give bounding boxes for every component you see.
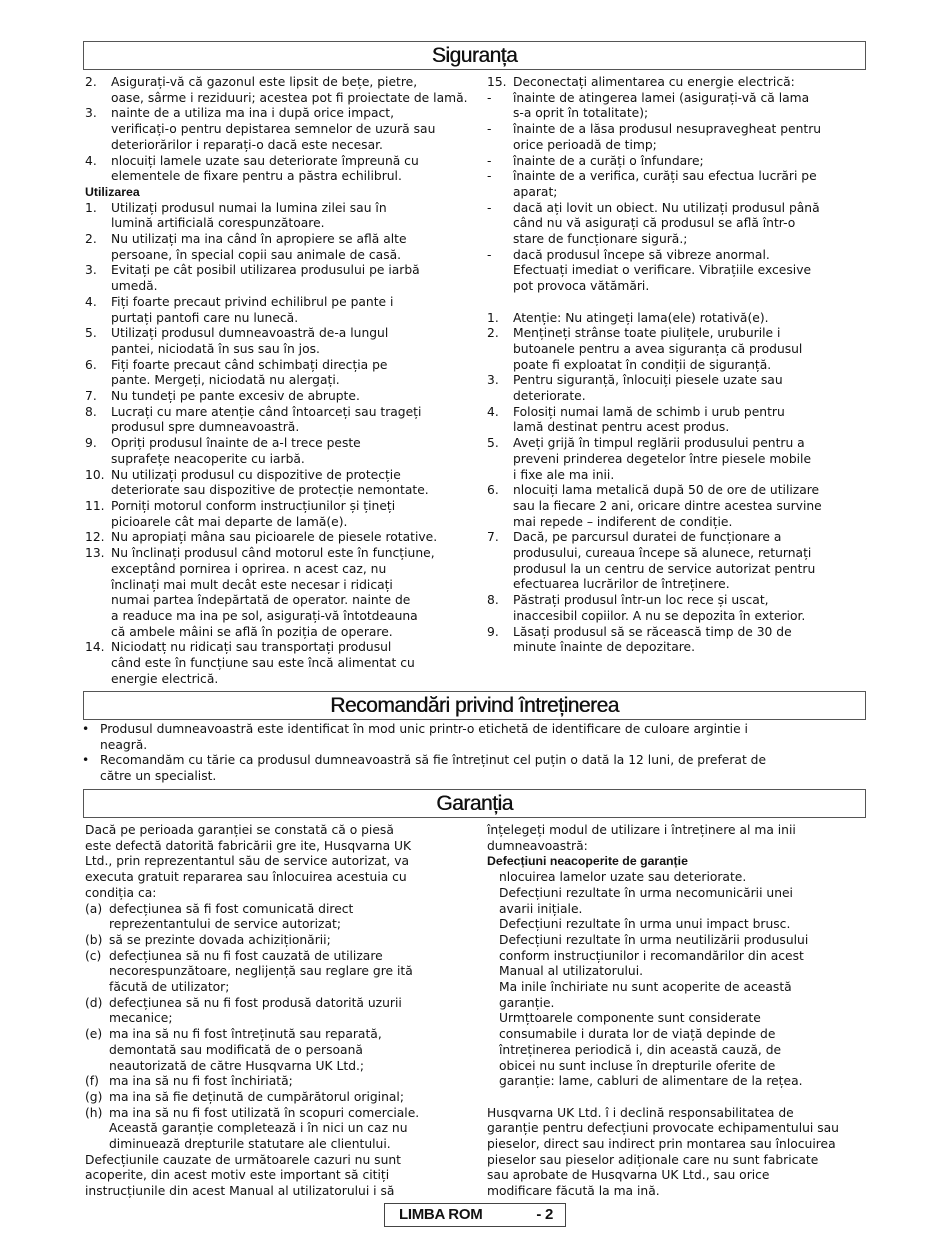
text-line: ma ina să nu fi fost utilizată în scopuri comerciale.	[109, 1105, 420, 1120]
text-line: dumneavoastră:	[487, 838, 588, 853]
text-line: a readuce ma ina pe sol, asigurați-vă întotdeauna	[111, 608, 418, 623]
item-number: 10.	[85, 467, 105, 482]
item-number: (f)	[85, 1074, 99, 1089]
text-line: Deconectați alimentarea cu energie electrică:	[513, 75, 795, 89]
text-line: înțelegeți modul de utilizare i întreținere al ma inii	[487, 823, 796, 837]
text-line: deteriorărilor i reparați-o dacă este necesar.	[111, 137, 383, 152]
item-number: 2.	[85, 75, 97, 89]
text-line: instrucțiunile din acest Manual al utilizatorului i să	[85, 1184, 395, 1199]
siguranta-right-column	[487, 75, 867, 656]
item-number: 8.	[85, 404, 97, 419]
text-line: înclinați mai mult decât este necesar i ridicați	[111, 577, 393, 592]
text-line: este defectă datorită fabricării gre ite, Husqvarna UK	[85, 838, 412, 853]
text-line: purtați pantofi care nu lunecă.	[111, 310, 299, 325]
text-line: Defecțiuni rezultate în urma neutilizării produsului	[499, 932, 809, 947]
list-item	[85, 1027, 465, 1074]
list-item	[487, 373, 867, 404]
bullet-item	[82, 753, 872, 784]
text-line: Defecțiuni rezultate în urma unui impact brusc.	[499, 917, 791, 932]
list-item	[487, 1011, 867, 1090]
list-item	[85, 823, 465, 902]
heading-siguranta: Siguranța	[83, 41, 866, 70]
text-line: pantei, niciodată în sus sau în jos.	[111, 341, 320, 356]
text-line: Pentru siguranță, înlocuiți piesele uzate sau	[513, 373, 783, 388]
item-number: -	[487, 200, 492, 215]
text-line: modificare făcută la ma ină.	[487, 1184, 660, 1199]
list-item	[487, 917, 867, 933]
list-item	[487, 75, 867, 91]
item-number: (g)	[85, 1089, 103, 1104]
text-line: sau la fiecare 2 ani, oricare dintre acestea survine	[513, 498, 822, 513]
text-line: pieselor, direct sau indirect prin montarea sau înlocuirea	[487, 1137, 836, 1152]
list-item	[85, 1106, 465, 1153]
text-line: s-a oprit în totalitate);	[513, 106, 649, 121]
text-line: Evitați pe cât posibil utilizarea produsului pe iarbă	[111, 263, 420, 278]
text-line: Această garanție completează i în nici un caz nu	[109, 1121, 408, 1136]
item-number: (e)	[85, 1027, 103, 1042]
item-number: 5.	[85, 326, 97, 341]
list-item	[487, 436, 867, 483]
item-number: 4.	[85, 294, 97, 309]
text-line: butoanele pentru a avea siguranța că produsul	[513, 341, 803, 356]
text-line: avarii inițiale.	[499, 901, 583, 916]
list-item	[487, 870, 867, 886]
text-line: Defecțiunile cauzate de următoarele cazuri nu sunt	[85, 1152, 401, 1167]
list-item	[85, 640, 465, 687]
text-line: nainte de a utiliza ma ina i după orice impact,	[111, 106, 395, 121]
list-item	[85, 201, 465, 232]
text-line: condiția ca:	[85, 885, 157, 900]
text-line: defecțiunea să nu fi fost produsă datorită uzurii	[109, 995, 402, 1010]
text-line: înainte de a lăsa produsul nesupravegheat pentru	[513, 122, 822, 137]
item-number: 2.	[85, 232, 97, 247]
text-line: produsului, cureaua începe să alunece, returnați	[513, 546, 812, 561]
text-line: sau aprobate de Husqvarna UK Ltd., sau orice	[487, 1168, 770, 1183]
text-line: înainte de a verifica, curăți sau efectua lucrări pe	[513, 169, 817, 184]
item-number: -	[487, 247, 492, 262]
item-number: 5.	[487, 436, 499, 451]
text-line: defecțiunea să fi fost comunicată direct	[109, 901, 354, 916]
text-line: nlocuirea lamelor uzate sau deteriorate.	[499, 870, 747, 885]
list-item	[487, 823, 867, 854]
text-line: către un specialist.	[100, 769, 217, 784]
text-line: verificați-o pentru depistarea semnelor de uzură sau	[111, 122, 436, 137]
text-line: preveni prinderea degetelor între piesele mobile	[513, 451, 812, 466]
text-line: Nu apropiați mâna sau picioarele de piesele rotative.	[111, 530, 438, 545]
list-item	[487, 154, 867, 170]
list-item	[487, 625, 867, 656]
item-number: -	[487, 90, 492, 105]
list-item	[85, 232, 465, 263]
item-number: (a)	[85, 901, 103, 916]
text-line: minute înainte de depozitare.	[513, 640, 695, 655]
list-item	[487, 311, 867, 327]
text-line: Husqvarna UK Ltd. î i declină responsabilitatea de	[487, 1105, 794, 1120]
text-line: Nu utilizați produsul cu dispozitive de protecție	[111, 467, 401, 482]
text-line: exceptând pornirea i oprirea. n acest caz, nu	[111, 561, 387, 576]
item-number: 2.	[487, 326, 499, 341]
list-item	[85, 530, 465, 546]
item-number: (b)	[85, 932, 103, 947]
text-line: neautorizată de către Husqvarna UK Ltd.;	[109, 1058, 365, 1073]
text-line: Recomandăm cu tărie ca produsul dumneavoastră să fie întreținut cel puțin o dată la 12 luni, de preferat de	[100, 753, 767, 768]
list-item	[85, 1153, 465, 1200]
bullet-icon: •	[82, 753, 90, 768]
text-line: Porniți motorul conform instrucțiunilor și țineți	[111, 498, 396, 513]
text-line: garanție pentru defecțiuni provocate echipamentului sau	[487, 1121, 839, 1136]
item-number: 3.	[487, 373, 499, 388]
text-line: umedă.	[111, 279, 158, 294]
text-line: Utilizați produsul dumneavoastră de-a lungul	[111, 326, 389, 341]
item-number: 9.	[487, 624, 499, 639]
list-item	[487, 1106, 867, 1200]
text-line: demontată sau modificată de o persoană	[109, 1042, 363, 1057]
list-item	[85, 949, 465, 996]
item-number: -	[487, 169, 492, 184]
text-line: Defecțiuni rezultate în urma necomunicării unei	[499, 885, 793, 900]
text-line: mai repede – indiferent de condiție.	[513, 514, 733, 529]
item-number: 6.	[487, 483, 499, 498]
list-item	[85, 902, 465, 933]
text-line: Lucrați cu mare atenție când întoarceți sau trageți	[111, 404, 422, 419]
text-line: Nu înclinați produsul când motorul este în funcțiune,	[111, 546, 435, 561]
recomandari-list	[82, 722, 872, 785]
list-item	[487, 326, 867, 373]
list-item	[487, 122, 867, 153]
list-item	[85, 263, 465, 294]
text-line: Fiți foarte precaut privind echilibrul pe pante i	[111, 294, 394, 309]
item-number: -	[487, 153, 492, 168]
text-line: ma ina să nu fi fost întreținută sau reparată,	[109, 1027, 382, 1042]
text-line: Urmțtoarele componente sunt considerate	[499, 1011, 761, 1026]
item-number: 4.	[487, 404, 499, 419]
list-item	[487, 248, 867, 295]
page-footer	[384, 1203, 566, 1227]
text-line: dacă produsul începe să vibreze anormal.	[513, 247, 770, 262]
list-item	[487, 933, 867, 980]
text-line: pante. Mergeți, niciodată nu alergați.	[111, 373, 340, 388]
list-item	[85, 1090, 465, 1106]
garantia-left-column	[85, 823, 465, 1200]
list-item	[487, 169, 867, 200]
text-line: oase, sârme i reziduuri; acestea pot fi proiectate de lamă.	[111, 90, 468, 105]
item-number: 12.	[85, 530, 105, 545]
list-item	[85, 996, 465, 1027]
text-line: i fixe ale ma inii.	[513, 467, 615, 482]
item-number: 14.	[85, 640, 105, 655]
text-line: stare de funcționare sigură.;	[513, 232, 688, 247]
list-item	[85, 358, 465, 389]
text-line: neagră.	[100, 737, 148, 752]
bullet-icon: •	[82, 722, 90, 736]
list-item	[487, 483, 867, 530]
text-line: Asigurați-vă că gazonul este lipsit de bețe, pietre,	[111, 75, 418, 89]
item-number: -	[487, 122, 492, 137]
list-item	[487, 405, 867, 436]
list-item	[85, 389, 465, 405]
text-line: diminuează drepturile statutare ale clientului.	[109, 1137, 391, 1152]
text-line: elementele de fixare pentru a păstra echilibrul.	[111, 169, 402, 184]
text-line: deteriorate sau dispozitive de protecție nemontate.	[111, 483, 429, 498]
text-line: deteriorate.	[513, 389, 586, 404]
list-item	[85, 933, 465, 949]
text-line: Nu utilizați ma ina când în apropiere se află alte	[111, 232, 407, 247]
text-line: Mențineți strânse toate piulițele, uruburile i	[513, 326, 781, 341]
text-line: obicei nu sunt incluse în drepturile oferite de	[499, 1058, 776, 1073]
list-item	[487, 530, 867, 593]
spacer	[487, 1090, 867, 1106]
spacer	[487, 295, 867, 311]
text-line: Manual al utilizatorului.	[499, 964, 644, 979]
text-line: ma ina să nu fi fost închiriată;	[109, 1074, 293, 1089]
text-line: Lăsați produsul să se răcească timp de 30 de	[513, 624, 792, 639]
text-line: conform instrucțiunilor i recomandărilor din acest	[499, 948, 804, 963]
text-line: poate fi exploatat în condiții de siguranță.	[513, 357, 772, 372]
text-line: Efectuați imediat o verificare. Vibrațiile excesive	[513, 263, 812, 278]
list-item	[487, 980, 867, 1011]
item-number: 1.	[487, 310, 499, 325]
item-number: 4.	[85, 153, 97, 168]
text-line: Ltd., prin reprezentantul său de service autorizat, va	[85, 854, 410, 869]
text-line: Ma inile închiriate nu sunt acoperite de această	[499, 980, 792, 995]
text-line: Opriți produsul înainte de a-l trece peste	[111, 436, 361, 451]
text-line: suprafețe neacoperite cu iarbă.	[111, 451, 305, 466]
text-line: acoperite, din acest motiv este important să citiți	[85, 1168, 390, 1183]
text-line: nlocuiți lama metalică după 50 de ore de utilizare	[513, 483, 820, 498]
siguranta-left-column	[85, 75, 468, 687]
text-line: Păstrați produsul într-un loc rece și uscat,	[513, 593, 769, 608]
text-line: nlocuiți lamele uzate sau deteriorate împreună cu	[111, 153, 419, 168]
text-line: inaccesibil copiilor. A nu se depozita în exterior.	[513, 608, 806, 623]
text-line: întreținerea periodică i, din această cauză, de	[499, 1042, 782, 1057]
text-line: efectuarea lucrărilor de întreținere.	[513, 577, 730, 592]
text-line: ma ina să fie deținută de cumpărătorul original;	[109, 1089, 404, 1104]
text-line: pieselor sau pieselor adiționale care nu sunt fabricate	[487, 1152, 819, 1167]
item-number: 13.	[85, 546, 105, 561]
list-item	[85, 499, 465, 530]
footer-page-number: - 2	[536, 1206, 553, 1223]
list-item	[487, 886, 867, 917]
item-number: 1.	[85, 200, 97, 215]
item-number: 7.	[487, 530, 499, 545]
list-item	[85, 295, 465, 326]
text-line: că ambele mâini se află în poziția de operare.	[111, 624, 393, 639]
text-line: aparat;	[513, 184, 558, 199]
item-number: 9.	[85, 436, 97, 451]
text-line: garanție.	[499, 995, 555, 1010]
text-line: când nu vă asigurați că produsul se află într-o	[513, 216, 796, 231]
text-line: Fiți foarte precaut când schimbați direcția pe	[111, 357, 388, 372]
subheading: Utilizarea	[85, 184, 140, 199]
item-number: 11.	[85, 498, 105, 513]
text-line: necorespunzătoare, neglijență sau reglare gre ită	[109, 964, 413, 979]
text-line: Produsul dumneavoastră este identificat în mod unic printr-o etichetă de identificare de culoare argintie i	[100, 722, 748, 736]
garantia-right-column	[487, 823, 867, 1200]
text-line: Atenție: Nu atingeți lama(ele) rotativă(e).	[513, 310, 769, 325]
text-line: Dacă pe perioada garanției se constată că o piesă	[85, 823, 394, 837]
text-line: când este în funcțiune sau este încă alimentat cu	[111, 656, 415, 671]
text-line: consumabile i durata lor de viață depinde de	[499, 1027, 776, 1042]
list-item	[85, 326, 465, 357]
list-item	[487, 593, 867, 624]
text-line: persoane, în special copii sau animale de casă.	[111, 247, 402, 262]
list-item	[487, 91, 867, 122]
text-line: să se prezinte dovada achiziționării;	[109, 932, 331, 947]
text-line: Nu tundeți pe pante excesiv de abrupte.	[111, 389, 360, 404]
text-line: Utilizați produsul numai la lumina zilei sau în	[111, 200, 387, 215]
list-item	[85, 468, 465, 499]
text-line: energie electrică.	[111, 671, 219, 686]
bullet-item	[82, 722, 872, 753]
text-line: Aveți grijă în timpul reglării produsului pentru a	[513, 436, 805, 451]
heading-recomandari: Recomandări privind întreținerea	[83, 691, 866, 720]
text-line: Folosiți numai lamă de schimb i urub pentru	[513, 404, 785, 419]
subheading: Defecțiuni neacoperite de garanție	[487, 854, 688, 869]
text-line: Dacă, pe parcursul duratei de funcționare a	[513, 530, 782, 545]
text-line: înainte de atingerea lamei (asigurați-vă că lama	[513, 90, 810, 105]
item-number: (d)	[85, 995, 103, 1010]
item-number: 7.	[85, 389, 97, 404]
footer-language: LIMBA ROM	[399, 1206, 483, 1223]
item-number: 6.	[85, 357, 97, 372]
text-line: lamă destinat pentru acest produs.	[513, 420, 730, 435]
text-line: reprezentantului de service autorizat;	[109, 917, 341, 932]
text-line: pot provoca vătămări.	[513, 279, 650, 294]
text-line: lumină artificială corespunzătoare.	[111, 216, 325, 231]
item-number: 15.	[487, 75, 507, 89]
item-number: (c)	[85, 948, 102, 963]
list-item	[85, 154, 465, 185]
text-line: dacă ați lovit un obiect. Nu utilizați produsul până	[513, 200, 820, 215]
text-line: produsul spre dumneavoastră.	[111, 420, 300, 435]
heading-garantia: Garanția	[83, 789, 866, 818]
text-line: defecțiunea să nu fi fost cauzată de utilizare	[109, 948, 383, 963]
list-item	[85, 1074, 465, 1090]
text-line: orice perioadă de timp;	[513, 137, 657, 152]
list-item	[85, 436, 465, 467]
list-item	[85, 405, 465, 436]
list-item	[85, 106, 465, 153]
text-line: numai partea îndepărtată de operator. nainte de	[111, 593, 411, 608]
text-line: executa gratuit repararea sau înlocuirea acestuia cu	[85, 870, 407, 885]
item-number: 3.	[85, 263, 97, 278]
text-line: făcută de utilizator;	[109, 980, 230, 995]
text-line: înainte de a curăți o înfundare;	[513, 153, 704, 168]
item-number: 8.	[487, 593, 499, 608]
text-line: picioarele cât mai departe de lamă(e).	[111, 514, 348, 529]
item-number: (h)	[85, 1105, 103, 1120]
list-item	[487, 201, 867, 248]
text-line: Niciodatț nu ridicați sau transportați produsul	[111, 640, 392, 655]
text-line: produsul la un centru de service autorizat pentru	[513, 561, 816, 576]
item-number: 3.	[85, 106, 97, 121]
list-item	[85, 75, 468, 106]
list-item	[85, 546, 465, 640]
text-line: mecanice;	[109, 1011, 173, 1026]
text-line: garanție: lame, cabluri de alimentare de la rețea.	[499, 1074, 803, 1089]
